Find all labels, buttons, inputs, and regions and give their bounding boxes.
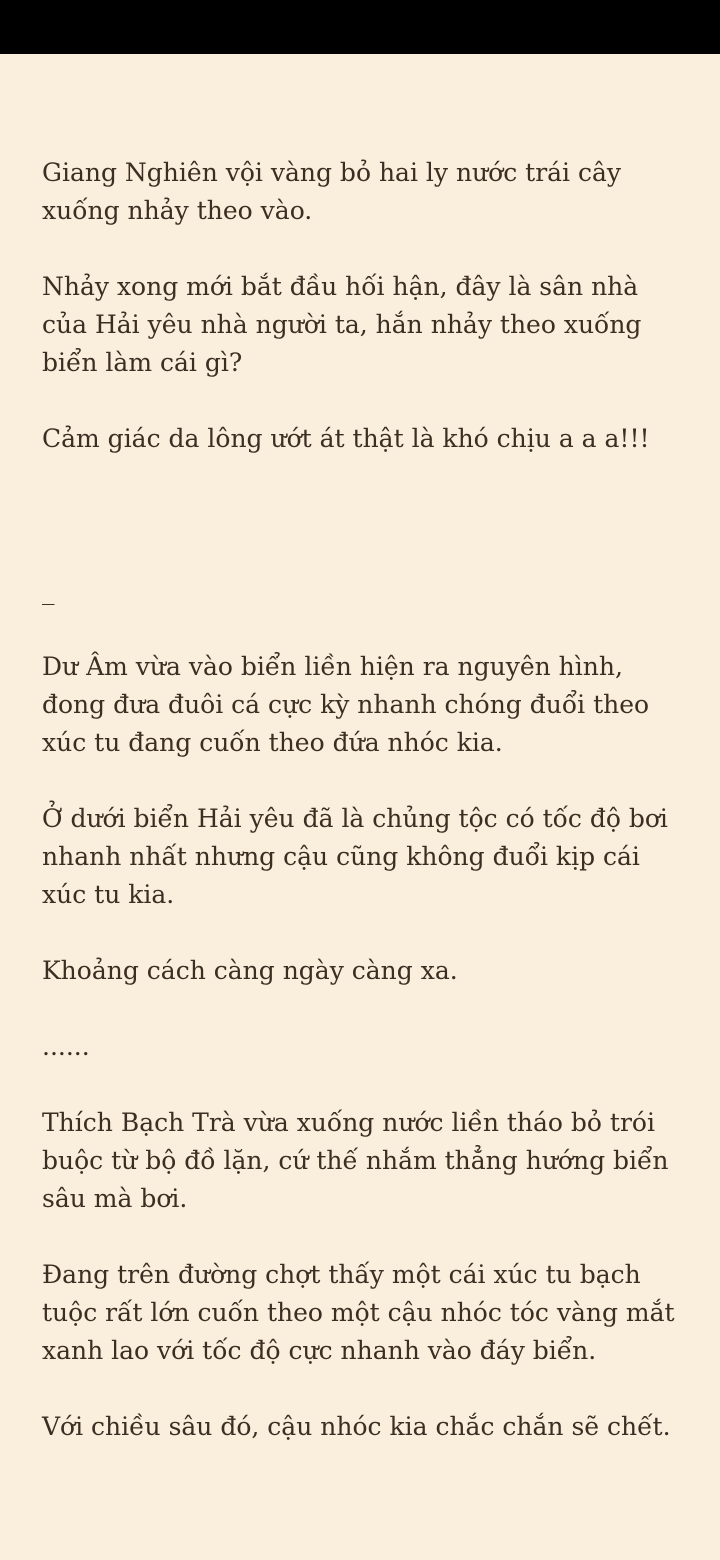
paragraph-7: Thích Bạch Trà vừa xuống nước liền tháo bỏ trói buộc từ bộ đồ lặn, cứ thế nhắm thẳng hướng biển sâu mà bơi. bbox=[42, 1108, 669, 1213]
status-bar bbox=[0, 0, 720, 54]
paragraph-4: Dư Âm vừa vào biển liền hiện ra nguyên hình, đong đưa đuôi cá cực kỳ nhanh chóng đuổi theo xúc tu đang cuốn theo đứa nhóc kia. bbox=[42, 652, 650, 757]
blank-line bbox=[42, 496, 682, 534]
paragraph-8: Đang trên đường chợt thấy một cái xúc tu bạch tuộc rất lớn cuốn theo một cậu nhóc tóc vàng mắt xanh lao với tốc độ cực nhanh vào đáy biển. bbox=[42, 1260, 675, 1365]
paragraph-3: Cảm giác da lông ướt át thật là khó chịu a a a!!! bbox=[42, 424, 650, 453]
story-text bbox=[42, 154, 682, 1484]
paragraph-6: Khoảng cách càng ngày càng xa. bbox=[42, 956, 458, 985]
reader-page[interactable] bbox=[0, 54, 720, 1560]
paragraph-1: Giang Nghiên vội vàng bỏ hai ly nước trái cây xuống nhảy theo vào. bbox=[42, 158, 622, 225]
paragraph-5: Ở dưới biển Hải yêu đã là chủng tộc có tốc độ bơi nhanh nhất nhưng cậu cũng không đuổi kịp cái xúc tu kia. bbox=[42, 804, 668, 909]
section-marker: _ bbox=[42, 576, 55, 605]
paragraph-9: Với chiều sâu đó, cậu nhóc kia chắc chắn sẽ chết. bbox=[42, 1412, 671, 1441]
ellipsis-line: ...... bbox=[42, 1032, 90, 1061]
paragraph-2: Nhảy xong mới bắt đầu hối hận, đây là sân nhà của Hải yêu nhà người ta, hắn nhảy theo xuống biển làm cái gì? bbox=[42, 272, 642, 377]
